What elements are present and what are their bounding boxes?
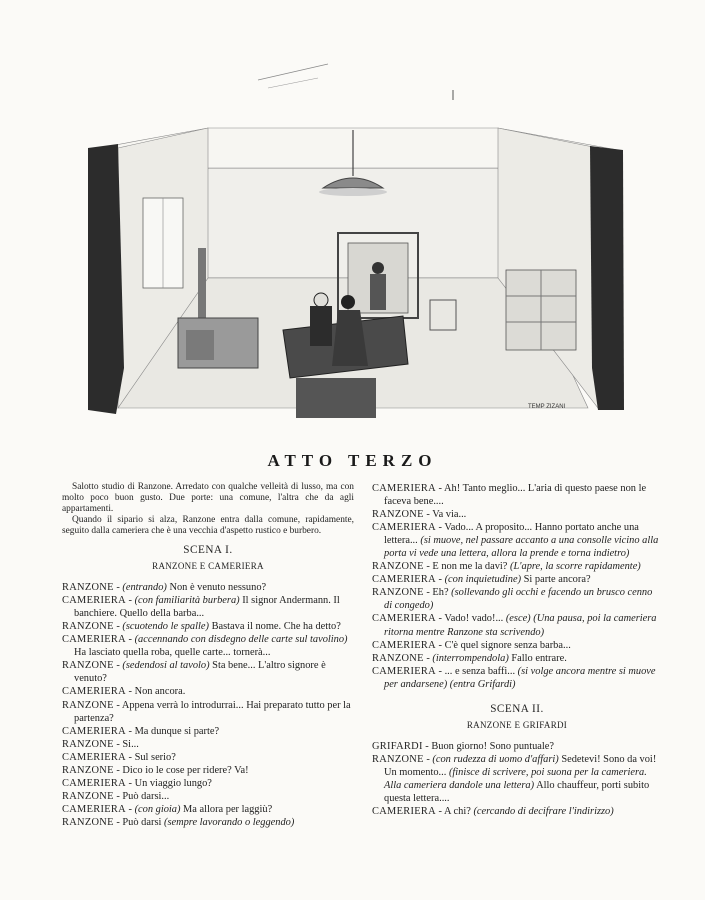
artist-signature: TEMP ZIZANI <box>528 404 566 410</box>
speaker-name: RANZONE <box>62 790 114 802</box>
speaker-name: RANZONE <box>62 621 114 633</box>
dialogue-line: CAMERIERA - Ma dunque si parte? <box>62 725 220 737</box>
stage-direction: (con inquietudine) <box>444 574 522 586</box>
man-head <box>314 293 328 307</box>
right-curtain <box>590 146 624 410</box>
dialogue-text: Vado! vado!... <box>444 613 506 625</box>
dialogue-text: Sta bene... L'altro signore è venuto? <box>74 660 326 685</box>
speaker-name: CAMERIERA <box>62 803 126 815</box>
stage-direction: (interrompendola) <box>432 652 509 664</box>
dialogue-text: Vado... A proposito... Hanno portato anche una lettera... <box>384 522 639 547</box>
speaker-name: CAMERIERA <box>372 665 436 677</box>
dialogue-text: E non me la davi? <box>432 561 511 573</box>
speaker-name: CAMERIERA <box>62 751 126 763</box>
dialogue-text: Il signor Andermann. Il banchiere. Quello della barba... <box>74 595 340 620</box>
woman-head <box>372 262 384 274</box>
dialogue-line: CAMERIERA - (con gioia) Ma allora per laggiù? <box>62 803 273 815</box>
scene-1-title: SCENA I. <box>183 544 233 556</box>
dialogue-text: Può darsi... <box>122 790 170 802</box>
stage-direction: (si muove, nel passare accanto a una consolle vicino alla porta vi vede una lettera, allora la prende e torna indietro) <box>384 535 659 560</box>
dialogue-line: RANZONE - (entrando) Non è venuto nessuno? <box>62 582 267 594</box>
dialogue-line: CAMERIERA - Non ancora. <box>62 686 186 698</box>
dialogue-list <box>372 482 662 691</box>
stage-direction: (scuotendo le spalle) <box>122 621 209 633</box>
dialogue-line: RANZONE - Dico io le cose per ridere? Va! <box>62 764 249 776</box>
dialogue-text: Sul serio? <box>134 751 176 763</box>
speaker-name: RANZONE <box>62 816 114 828</box>
stage-direction: (finisce di scrivere, poi suona per la cameriera. Alla cameriera dandole una lettera) <box>384 766 647 791</box>
speaker-name: RANZONE <box>62 699 114 711</box>
dialogue-text: Appena verrà lo introdurrai... Hai preparato tutto per la partenza? <box>74 699 351 724</box>
stage-direction: (si volge ancora mentre si muove per andarsene) (entra Grifardi) <box>384 665 656 690</box>
speaker-name: CAMERIERA <box>372 483 436 494</box>
dialogue-line: CAMERIERA - (accennando con disdegno delle carte sul tavolino) Ha lasciato quella roba, quelle carte... tornerà... <box>62 634 348 659</box>
dialogue-line: RANZONE - (sedendosi al tavolo) Sta bene... L'altro signore è venuto? <box>62 660 326 685</box>
dialogue-text: Dico io le cose per ridere? Va! <box>122 764 249 776</box>
speaker-name: CAMERIERA <box>372 574 436 586</box>
dialogue-line: CAMERIERA - Ah! Tanto meglio... L'aria di questo paese non le faceva bene.... <box>372 483 647 508</box>
dialogue-text: Si parte ancora? <box>521 574 591 586</box>
speaker-name: CAMERIERA <box>62 725 126 737</box>
speaker-name: RANZONE <box>372 652 424 664</box>
dialogue-line: RANZONE - Appena verrà lo introdurrai... Hai preparato tutto per la partenza? <box>62 699 351 724</box>
stage-direction: (L'apre, la scorre rapidamente) <box>510 561 641 573</box>
speaker-name: CAMERIERA <box>372 806 436 818</box>
floor-lamp <box>198 248 206 328</box>
stage-direction: (sollevando gli occhi e facendo un brusco cenno di congedo) <box>384 587 653 612</box>
dialogue-line: RANZONE - Può darsi... <box>62 790 170 802</box>
speaker-name: CAMERIERA <box>372 639 436 651</box>
dialogue-line: CAMERIERA - ... e senza baffi... (si volge ancora mentre si muove per andarsene) (entra Grifardi) <box>372 665 656 690</box>
stage-direction: (sempre lavorando o leggendo) <box>163 816 295 828</box>
speaker-name: RANZONE <box>372 561 424 573</box>
dialogue-text: C'è quel signore senza barba... <box>444 639 571 651</box>
man-body <box>310 306 332 346</box>
dialogue-line: RANZONE - Si... <box>62 738 139 750</box>
dialogue-line: RANZONE - (interrompendola) Fallo entrare. <box>372 652 567 664</box>
dialogue-text: Buon giorno! Sono puntuale? <box>431 740 555 752</box>
dialogue-line: CAMERIERA - Vado! vado!... (esce) (Una pausa, poi la cameriera ritorna mentre Ranzone sta scrivendo) <box>372 613 657 638</box>
dialogue-text: Non è venuto nessuno? <box>166 582 267 594</box>
dialogue-text: Si... <box>122 738 139 750</box>
dialogue-text: Fallo entrare. <box>508 652 567 664</box>
stage-direction: (con familiarità burbera) <box>134 595 240 607</box>
woman-body <box>370 274 386 310</box>
speaker-name: RANZONE <box>372 587 424 599</box>
stage-direction: (con rudezza di uomo d'affari) <box>432 753 559 765</box>
speaker-name: CAMERIERA <box>372 613 436 625</box>
dialogue-line: GRIFARDI - Buon giorno! Sono puntuale? <box>372 740 555 752</box>
dialogue-text: Eh? <box>432 587 452 599</box>
dialogue-line: RANZONE - (scuotendo le spalle) Bastava il nome. Che ha detto? <box>62 621 341 633</box>
speaker-name: CAMERIERA <box>62 595 126 607</box>
speaker-name: CAMERIERA <box>372 522 436 534</box>
side-table <box>296 378 376 418</box>
scene-2-characters: RANZONE E GRIFARDI <box>466 719 568 730</box>
scene-2-title: SCENA II. <box>490 702 544 715</box>
dialogue-text: Va via... <box>432 509 467 521</box>
dialogue-line: CAMERIERA - (con inquietudine) Si parte ancora? <box>372 574 591 586</box>
dialogue-line: RANZONE - E non me la davi? (L'apre, la scorre rapidamente) <box>372 561 641 573</box>
ceiling-sketch-line <box>268 78 318 88</box>
stage-direction: (entrando) <box>122 582 167 594</box>
dialogue-text: Ma dunque si parte? <box>134 725 220 737</box>
dialogue-text: ... e senza baffi... <box>444 665 518 677</box>
dialogue-line: RANZONE - Può darsi (sempre lavorando o leggendo) <box>62 816 295 828</box>
dialogue-line: CAMERIERA - A chi? (cercando di decifrare l'indirizzo) <box>372 806 614 818</box>
speaker-name: CAMERIERA <box>62 777 126 789</box>
dialogue-text: Ah! Tanto meglio... L'aria di questo paese non le faceva bene.... <box>384 483 647 508</box>
dialogue-text: Può darsi <box>122 816 164 828</box>
dialogue-line: RANZONE - Eh? (sollevando gli occhi e facendo un brusco cenno di congedo) <box>372 587 653 612</box>
speaker-name: RANZONE <box>372 509 424 521</box>
dialogue-text: Non ancora. <box>134 686 186 698</box>
left-column <box>62 482 354 829</box>
right-column <box>372 482 662 818</box>
scene-1-characters: RANZONE E CAMERIERA <box>152 561 264 572</box>
act-title: ATTO TERZO <box>267 451 438 470</box>
left-curtain <box>88 144 124 414</box>
stage-direction: (con gioia) <box>134 803 181 815</box>
stage-direction: (accennando con disdegno delle carte sul tavolino) <box>134 634 348 646</box>
woman-seated-head <box>341 295 355 309</box>
stage-direction: (sedendosi al tavolo) <box>122 660 210 672</box>
dialogue-line: CAMERIERA - Vado... A proposito... Hanno portato anche una lettera... (si muove, nel passare accanto a una consolle vicino alla porta vi vede una lettera, allora la prende e torna indietro) <box>372 522 659 560</box>
dialogue-text: Ma allora per laggiù? <box>180 803 273 815</box>
dialogue-text: Bastava il nome. Che ha detto? <box>208 621 341 633</box>
speaker-name: RANZONE <box>62 582 114 594</box>
speaker-name: RANZONE <box>372 753 424 765</box>
description-paragraph: Quando il sipario si alza, Ranzone entra dalla comune, rapidamente, seguito dalla cameriera che è una vecchia d'aspetto rustico e burbero. <box>62 515 354 536</box>
dialogue-line: CAMERIERA - (con familiarità burbera) Il signor Andermann. Il banchiere. Quello della barba... <box>62 595 340 620</box>
dialogue-text: Ha lasciato quella roba, quelle carte... tornerà... <box>74 647 271 659</box>
dialogue-line: CAMERIERA - Un viaggio lungo? <box>62 777 212 789</box>
dialogue-text: Un viaggio lungo? <box>134 777 212 789</box>
dialogue-line: RANZONE - (con rudezza di uomo d'affari) Sedetevi! Sono da voi! Un momento... (finisce di scrivere, poi suona per la cameriera. Alla cameriera dandole una lettera) Allo chauffeur, porti subito questa lettera.... <box>372 753 657 805</box>
speaker-name: RANZONE <box>62 660 114 672</box>
dialogue-line: CAMERIERA - Sul serio? <box>62 751 176 763</box>
dialogue-text: A chi? <box>444 806 474 818</box>
ceiling-sketch-line <box>258 64 328 80</box>
stage-illustration <box>58 48 658 430</box>
description-paragraph: Salotto studio di Ranzone. Arredato con qualche velleità di lusso, ma con molto poco buon gusto. Due porte: una comune, l'altra che da agli appartamenti. <box>62 482 354 514</box>
speaker-name: CAMERIERA <box>62 686 126 698</box>
dialogue-text: Sedetevi! Sono da voi! Un momento... <box>384 753 657 778</box>
dialogue-line: RANZONE - Va via... <box>372 509 467 521</box>
stage-description <box>62 482 354 537</box>
dialogue-list <box>372 740 662 818</box>
dialogue-list <box>62 581 354 829</box>
lamp-glow <box>319 188 387 196</box>
speaker-name: GRIFARDI <box>372 740 423 752</box>
speaker-name: CAMERIERA <box>62 634 126 646</box>
dialogue-text: Allo chauffeur, porti subito questa lettera.... <box>384 779 650 805</box>
speaker-name: RANZONE <box>62 738 114 750</box>
stage-direction: (esce) (Una pausa, poi la cameriera ritorna mentre Ranzone sta scrivendo) <box>384 613 657 638</box>
dialogue-line: CAMERIERA - C'è quel signore senza barba... <box>372 639 571 651</box>
speaker-name: RANZONE <box>62 764 114 776</box>
stage-direction: (cercando di decifrare l'indirizzo) <box>473 806 614 818</box>
